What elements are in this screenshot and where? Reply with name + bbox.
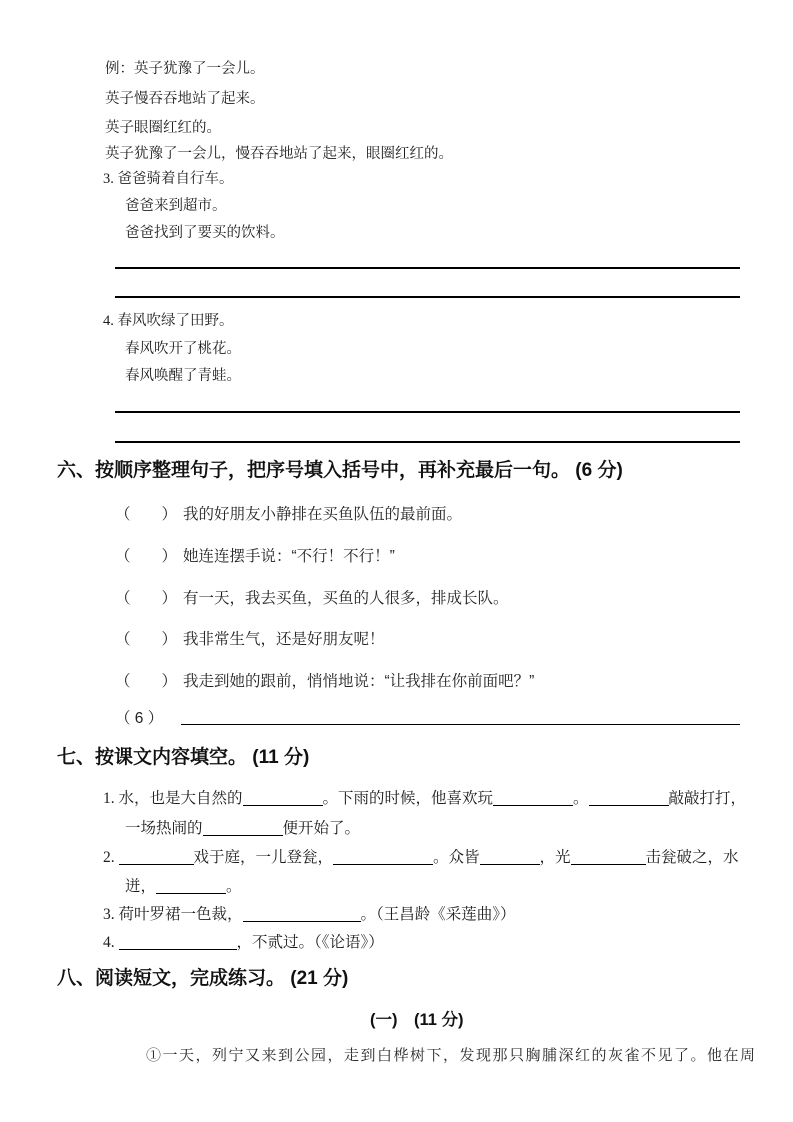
fill-in-blank: [589, 790, 669, 807]
sequence-item-4: [115, 630, 385, 650]
example-sentence-4: 英子犹豫了一会儿，慢吞吞地站了起来，眼圈红红的。: [105, 146, 453, 162]
fill-blank-q1-line1: [103, 789, 746, 809]
answer-bracket: （ ）: [115, 631, 178, 648]
sequence-item-text: 有一天，我去买鱼，买鱼的人很多，排成长队。: [183, 590, 509, 607]
fill-in-blank: [243, 906, 361, 923]
text-segment: ，不贰过。（《论语》）: [236, 934, 384, 951]
sequence-item-text: 我走到她的跟前，悄悄地说：“让我排在你前面吧？”: [183, 673, 535, 690]
sequence-item-3: [115, 589, 509, 609]
answer-bracket: （ ）: [115, 590, 178, 607]
sequence-item-text: 我的好朋友小静排在买鱼队伍的最前面。: [183, 506, 463, 523]
fill-in-blank: [119, 849, 194, 866]
fill-in-blank: [203, 820, 283, 837]
fill-in-blank: [243, 790, 323, 807]
answer-line: [115, 411, 740, 413]
text-segment: 4.: [103, 934, 119, 951]
question3-sentence-2: 爸爸来到超市。: [125, 198, 227, 214]
text-segment: ，光: [539, 849, 571, 866]
fill-in-blank: [571, 849, 646, 866]
section-seven-heading: 七、按课文内容填空。 (11 分): [57, 747, 310, 768]
reading-passage-line: ①一天，列宁又来到公园，走到白桦树下，发现那只胸脯深红的灰雀不见了。他在周: [146, 1046, 757, 1064]
example-sentence-2: 英子慢吞吞地站了起来。: [105, 91, 265, 107]
sequence-item-text: 我非常生气，还是好朋友呢！: [183, 631, 385, 648]
sequence-answer-line: [181, 724, 740, 725]
answer-bracket: （ ）: [115, 506, 178, 523]
fill-blank-q2-line1: [103, 848, 739, 868]
text-segment: 。（王昌龄《采莲曲》）: [360, 906, 516, 923]
fill-blank-q2-line2: [125, 877, 242, 897]
question4-sentence-3: 春风唤醒了青蛙。: [125, 368, 241, 384]
answer-bracket: （ ）: [115, 673, 178, 690]
question3-sentence-1: 3. 爸爸骑着自行车。: [103, 171, 234, 187]
text-segment: 。: [573, 790, 589, 807]
text-segment: 便开始了。: [282, 820, 361, 837]
fill-blank-q1-line2: [125, 819, 360, 839]
sequence-item-2: [115, 547, 395, 567]
reading-part-heading: (一) (11 分): [370, 1011, 464, 1029]
answer-line: [115, 296, 740, 298]
text-segment: 一场热闹的: [125, 820, 203, 837]
answer-bracket: （ ）: [115, 548, 178, 565]
fill-in-blank: [333, 849, 433, 866]
section-six-heading: 六、按顺序整理句子，把序号填入括号中，再补充最后一句。 (6 分): [57, 460, 623, 481]
text-segment: 2.: [103, 849, 119, 866]
text-segment: 。众皆: [433, 849, 480, 866]
text-segment: 1. 水，也是大自然的: [103, 790, 243, 807]
section-eight-heading: 八、阅读短文，完成练习。 (21 分): [57, 968, 349, 989]
fill-blank-q4-line: [103, 933, 384, 953]
sequence-item-text: 她连连摆手说：“不行！不行！”: [183, 548, 395, 565]
fill-in-blank: [119, 934, 237, 951]
text-segment: 击瓮破之，水: [645, 849, 739, 866]
example-sentence-1: 例：英子犹豫了一会儿。: [105, 61, 265, 77]
text-segment: 。下雨的时候，他喜欢玩: [322, 790, 494, 807]
sequence-answer-bracket: （ 6 ）: [115, 710, 164, 727]
answer-line: [115, 441, 740, 443]
fill-blank-q3-line: [103, 905, 516, 925]
fill-in-blank: [480, 849, 540, 866]
fill-in-blank: [493, 790, 573, 807]
text-segment: 戏于庭，一儿登瓮，: [193, 849, 334, 866]
fill-in-blank: [156, 878, 226, 895]
question3-sentence-3: 爸爸找到了要买的饮料。: [125, 225, 285, 241]
text-segment: 3. 荷叶罗裙一色裁，: [103, 906, 243, 923]
sequence-item-5: [115, 672, 534, 692]
question4-sentence-2: 春风吹开了桃花。: [125, 341, 241, 357]
text-segment: 迸，: [125, 878, 157, 895]
text-segment: 。: [226, 878, 242, 895]
question4-sentence-1: 4. 春风吹绿了田野。: [103, 313, 234, 329]
sequence-item-1: [115, 505, 462, 525]
answer-line: [115, 267, 740, 269]
text-segment: 敲敲打打，: [668, 790, 747, 807]
example-sentence-3: 英子眼圈红红的。: [105, 120, 221, 136]
